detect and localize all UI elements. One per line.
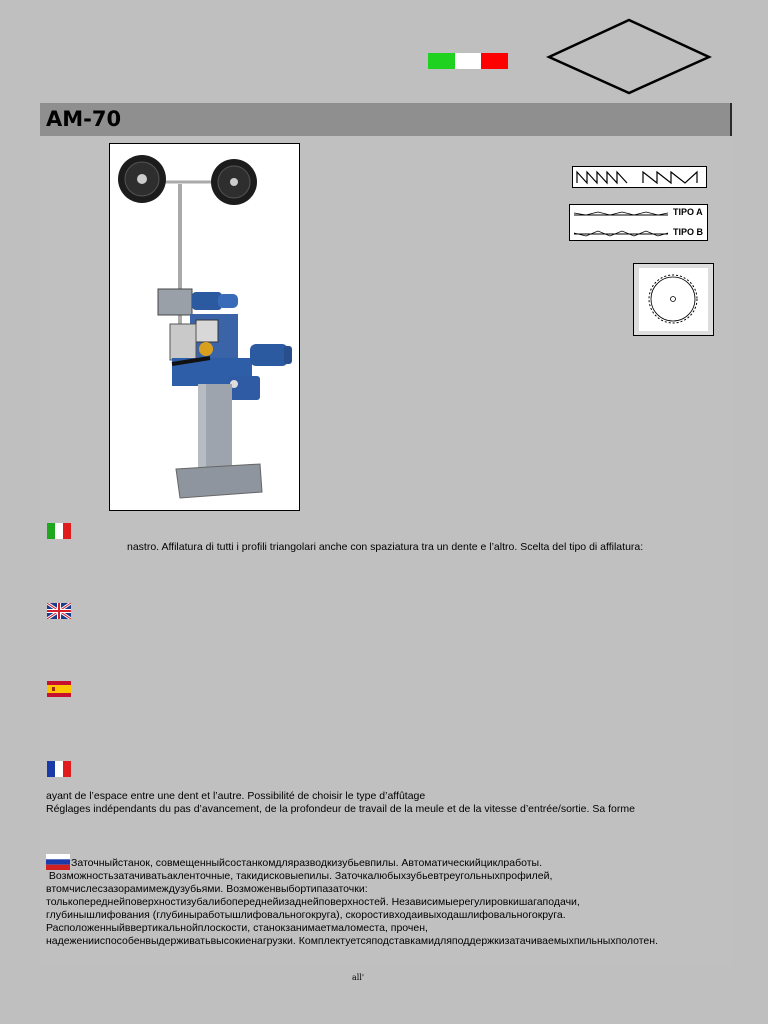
russian-description-line-5: глубинышлифования (глубиныработышлифовальногокруга), скоростивходаивыходашлифовальногокруга. xyxy=(46,909,566,921)
russian-description-line-1: Заточныйстанок, совмещенныйсостанкомдляразводкизубьевпилы. Автоматическийциклработы. xyxy=(71,857,542,869)
tipo-b-label: TIPO B xyxy=(673,227,704,237)
italy-flag-icon[interactable] xyxy=(47,523,71,539)
saw-tooth-profile-icon xyxy=(573,167,706,187)
diamond-logo-icon xyxy=(546,18,712,96)
spain-flag-icon[interactable] xyxy=(47,681,71,697)
tipo-diagram xyxy=(569,204,708,241)
france-flag-icon[interactable] xyxy=(47,761,71,777)
russian-description-line-3: втомчислесзазорамимеждузубьями. Возможенвыбортипазаточки: xyxy=(46,883,368,895)
french-description-line-2: Réglages indépendants du pas d’avancement, de la profondeur de travail de la meule et de la vitesse d’entrée/sortie. Sa forme xyxy=(46,803,635,815)
page-title: AM-70 xyxy=(46,107,122,131)
russian-description xyxy=(46,857,736,948)
uk-flag-icon[interactable] xyxy=(47,603,71,619)
tipo-a-label: TIPO A xyxy=(673,207,703,217)
tooth-profile-diagram xyxy=(572,166,707,188)
russian-description-line-6: Расположенныйввертикальнойплоскости, станокзанимаетмаломеста, прочен, xyxy=(46,922,428,934)
italian-language-flag-icon[interactable] xyxy=(428,53,508,69)
product-title-bar xyxy=(40,103,732,136)
sharpening-machine-photo xyxy=(110,144,299,510)
russian-description-line-2: Возможностьзатачиватьакленточные, такидисковыепилы. Заточкалюбыхзубьевтреугольныхпрофилей, xyxy=(46,870,553,882)
russian-description-line-4: толькопереднейповерхностизубалибопереднейизаднейповерхностей. Независимыерегулировкишагаподачи, xyxy=(46,896,580,908)
machine-photo xyxy=(109,143,300,511)
blade-section-icon xyxy=(572,207,672,240)
circular-blade-diagram xyxy=(633,263,714,336)
french-description-line-1: ayant de l’espace entre une dent et l’autre. Possibilité de choisir le type d’affûtage xyxy=(46,790,426,802)
russian-description-line-7: надеженииспособенвыдерживатьвысокиенагрузки. Комплектуетсяподставкамидляподдержкизатачиваемыхпильныхполотен. xyxy=(46,935,658,947)
footer-text: all' xyxy=(352,973,365,982)
italian-description: nastro. Affilatura di tutti i profili triangolari anche con spaziatura tra un dente e l’altro. Scelta del tipo di affilatura: xyxy=(127,541,644,553)
circular-saw-blade-icon xyxy=(634,264,713,335)
